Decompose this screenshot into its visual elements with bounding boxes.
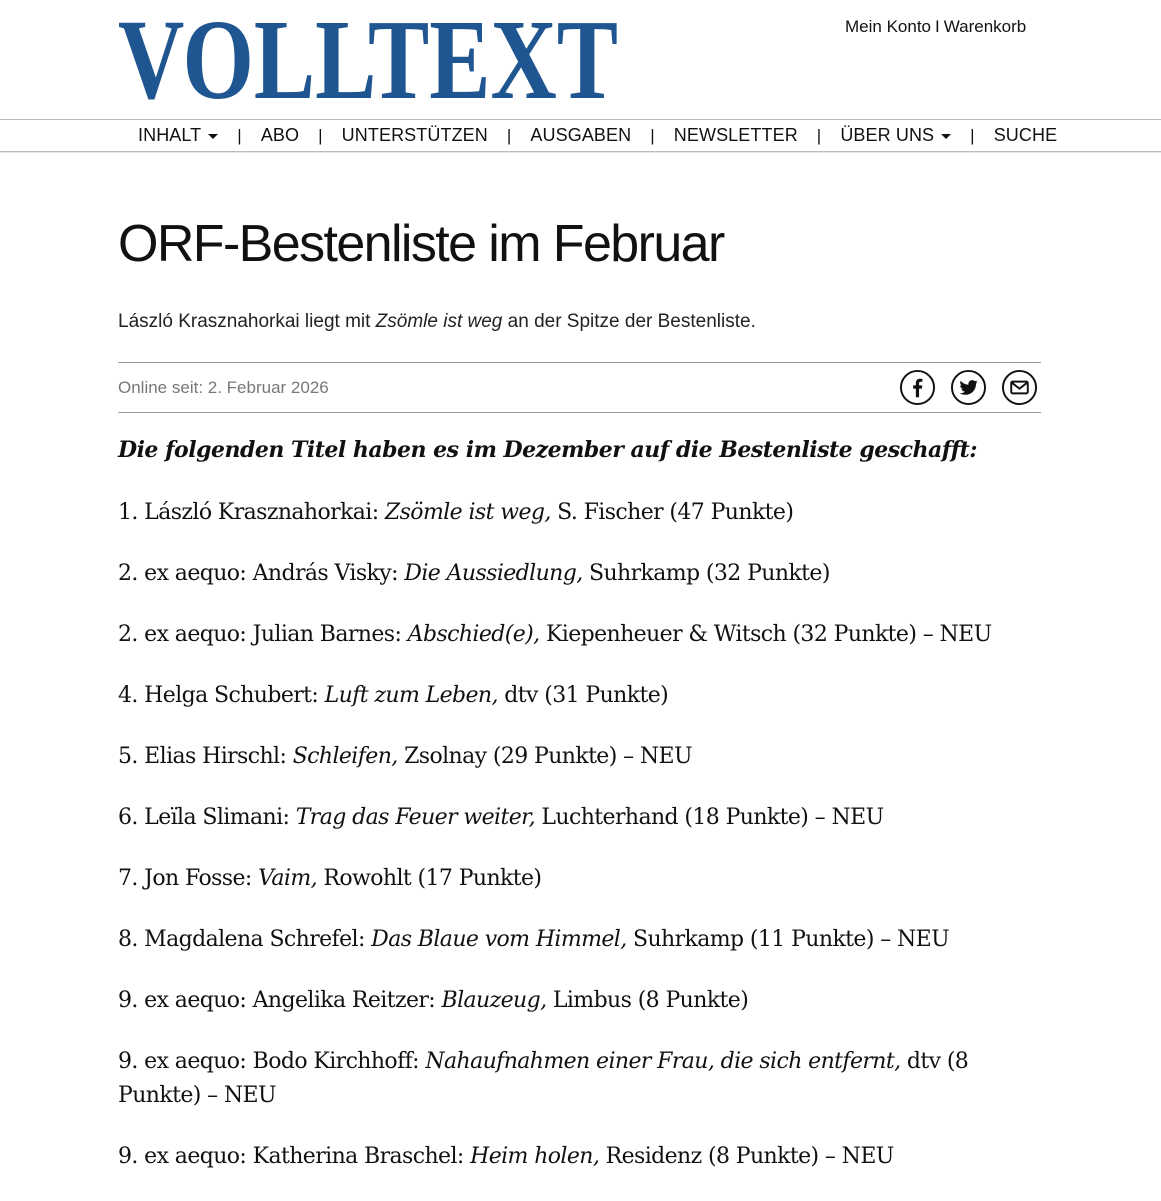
list-item <box>118 740 1018 774</box>
entry-book-title: Zsömle ist weg, <box>384 500 551 525</box>
subtitle-text-end: an der Spitze der Bestenliste. <box>502 311 756 332</box>
list-item <box>118 496 1018 530</box>
list-item <box>118 984 1018 1018</box>
nav-item-ueber-uns[interactable] <box>840 125 951 146</box>
nav-item-unterstuetzen[interactable] <box>342 125 488 146</box>
article-meta-bar <box>118 362 1041 413</box>
entry-book-title: Trag das Feuer weiter, <box>295 805 536 830</box>
page-title: ORF-Bestenliste im Februar <box>118 215 724 273</box>
entry-book-title: Schleifen, <box>292 744 398 769</box>
entry-publisher-points: Rowohlt (17 Punkte) <box>317 866 542 891</box>
entry-book-title: Blauzeug, <box>441 988 547 1013</box>
entry-book-title: Luft zum Leben, <box>324 683 498 708</box>
online-since-date: Online seit: 2. Februar 2026 <box>118 378 329 397</box>
nav-list <box>138 120 1057 151</box>
entry-author: 6. Leïla Slimani: <box>118 805 296 830</box>
entry-author: 2. ex aequo: András Visky: <box>118 561 405 586</box>
subtitle-text: László Krasznahorkai liegt mit <box>118 311 376 332</box>
nav-item-label: UNTERSTÜTZEN <box>341 125 488 145</box>
caret-down-icon <box>941 134 951 139</box>
account-separator: I <box>935 17 940 36</box>
facebook-icon[interactable] <box>899 369 936 406</box>
nav-item-suche[interactable] <box>994 125 1058 146</box>
nav-separator: | <box>506 125 512 145</box>
nav-item-ausgaben[interactable] <box>530 125 631 146</box>
entry-publisher-points: Suhrkamp (32 Punkte) <box>582 561 830 586</box>
entry-book-title: Das Blaue vom Himmel, <box>371 927 627 952</box>
cart-link[interactable]: Warenkorb <box>943 17 1027 36</box>
list-item <box>118 801 1018 835</box>
entry-author: 9. ex aequo: Katherina Braschel: <box>118 1144 471 1169</box>
logo-wordmark <box>118 0 628 123</box>
nav-separator: | <box>970 125 975 145</box>
entry-author: 1. László Krasznahorkai: <box>118 500 385 525</box>
list-item <box>118 1045 1018 1113</box>
volltext-logo[interactable] <box>118 0 628 123</box>
entry-author: 5. Elias Hirschl: <box>118 744 293 769</box>
entry-author: 2. ex aequo: Julian Barnes: <box>118 622 408 647</box>
share-icons <box>899 369 1038 406</box>
list-item <box>118 923 1018 957</box>
nav-item-label: AUSGABEN <box>530 125 632 145</box>
entry-author: 8. Magdalena Schrefel: <box>118 927 372 952</box>
entry-publisher-points: Luchterhand (18 Punkte) – NEU <box>535 805 884 830</box>
nav-item-label: NEWSLETTER <box>673 125 798 145</box>
entry-book-title: Vaim, <box>258 866 318 891</box>
my-account-link[interactable]: Mein Konto <box>845 17 931 36</box>
bestseller-list <box>118 496 1018 1201</box>
nav-item-abo[interactable] <box>261 125 299 146</box>
list-item <box>118 679 1018 713</box>
entry-book-title: Heim holen, <box>470 1144 600 1169</box>
twitter-icon[interactable] <box>950 369 987 406</box>
list-item <box>118 557 1018 591</box>
entry-publisher-points: Limbus (8 Punkte) <box>546 988 749 1013</box>
account-links <box>845 17 1026 37</box>
entry-publisher-points: Suhrkamp (11 Punkte) – NEU <box>626 927 950 952</box>
list-heading: Die folgenden Titel haben es im Dezember auf die Bestenliste geschafft: <box>118 437 977 463</box>
entry-publisher-points: S. Fischer (47 Punkte) <box>550 500 794 525</box>
entry-author: 4. Helga Schubert: <box>118 683 325 708</box>
nav-item-label: ABO <box>260 125 300 145</box>
entry-book-title: Abschied(e), <box>407 622 540 647</box>
main-navigation <box>0 119 1161 152</box>
nav-item-label: ÜBER UNS <box>840 125 935 145</box>
nav-item-label: SUCHE <box>993 125 1058 145</box>
entry-book-title: Die Aussiedlung, <box>404 561 583 586</box>
nav-item-newsletter[interactable] <box>674 125 798 146</box>
list-item <box>118 862 1018 896</box>
nav-separator: | <box>237 125 242 145</box>
nav-separator: | <box>816 125 822 145</box>
list-item <box>118 618 1018 652</box>
caret-down-icon <box>208 134 218 139</box>
entry-author: 9. ex aequo: Angelika Reitzer: <box>118 988 442 1013</box>
entry-book-title: Nahaufnahmen einer Frau, die sich entfernt, <box>425 1049 901 1074</box>
article-subtitle <box>118 311 756 333</box>
nav-item-inhalt[interactable] <box>138 125 218 146</box>
entry-publisher-points: dtv (31 Punkte) <box>497 683 669 708</box>
entry-publisher-points: Kiepenheuer & Witsch (32 Punkte) – NEU <box>539 622 992 647</box>
nav-separator: | <box>318 125 323 145</box>
email-icon[interactable] <box>1001 369 1038 406</box>
entry-publisher-points: Residenz (8 Punkte) – NEU <box>599 1144 894 1169</box>
logo-text: VOLLTEXT <box>118 0 618 123</box>
subtitle-book-title: Zsömle ist weg <box>375 311 503 332</box>
entry-author: 7. Jon Fosse: <box>118 866 259 891</box>
list-item <box>118 1140 1018 1174</box>
nav-separator: | <box>650 125 655 145</box>
nav-item-label: INHALT <box>138 125 202 145</box>
entry-author: 9. ex aequo: Bodo Kirchhoff: <box>118 1049 426 1074</box>
entry-publisher-points: dtv (8 Punkte) – NEU <box>118 1049 969 1108</box>
entry-publisher-points: Zsolnay (29 Punkte) – NEU <box>397 744 692 769</box>
